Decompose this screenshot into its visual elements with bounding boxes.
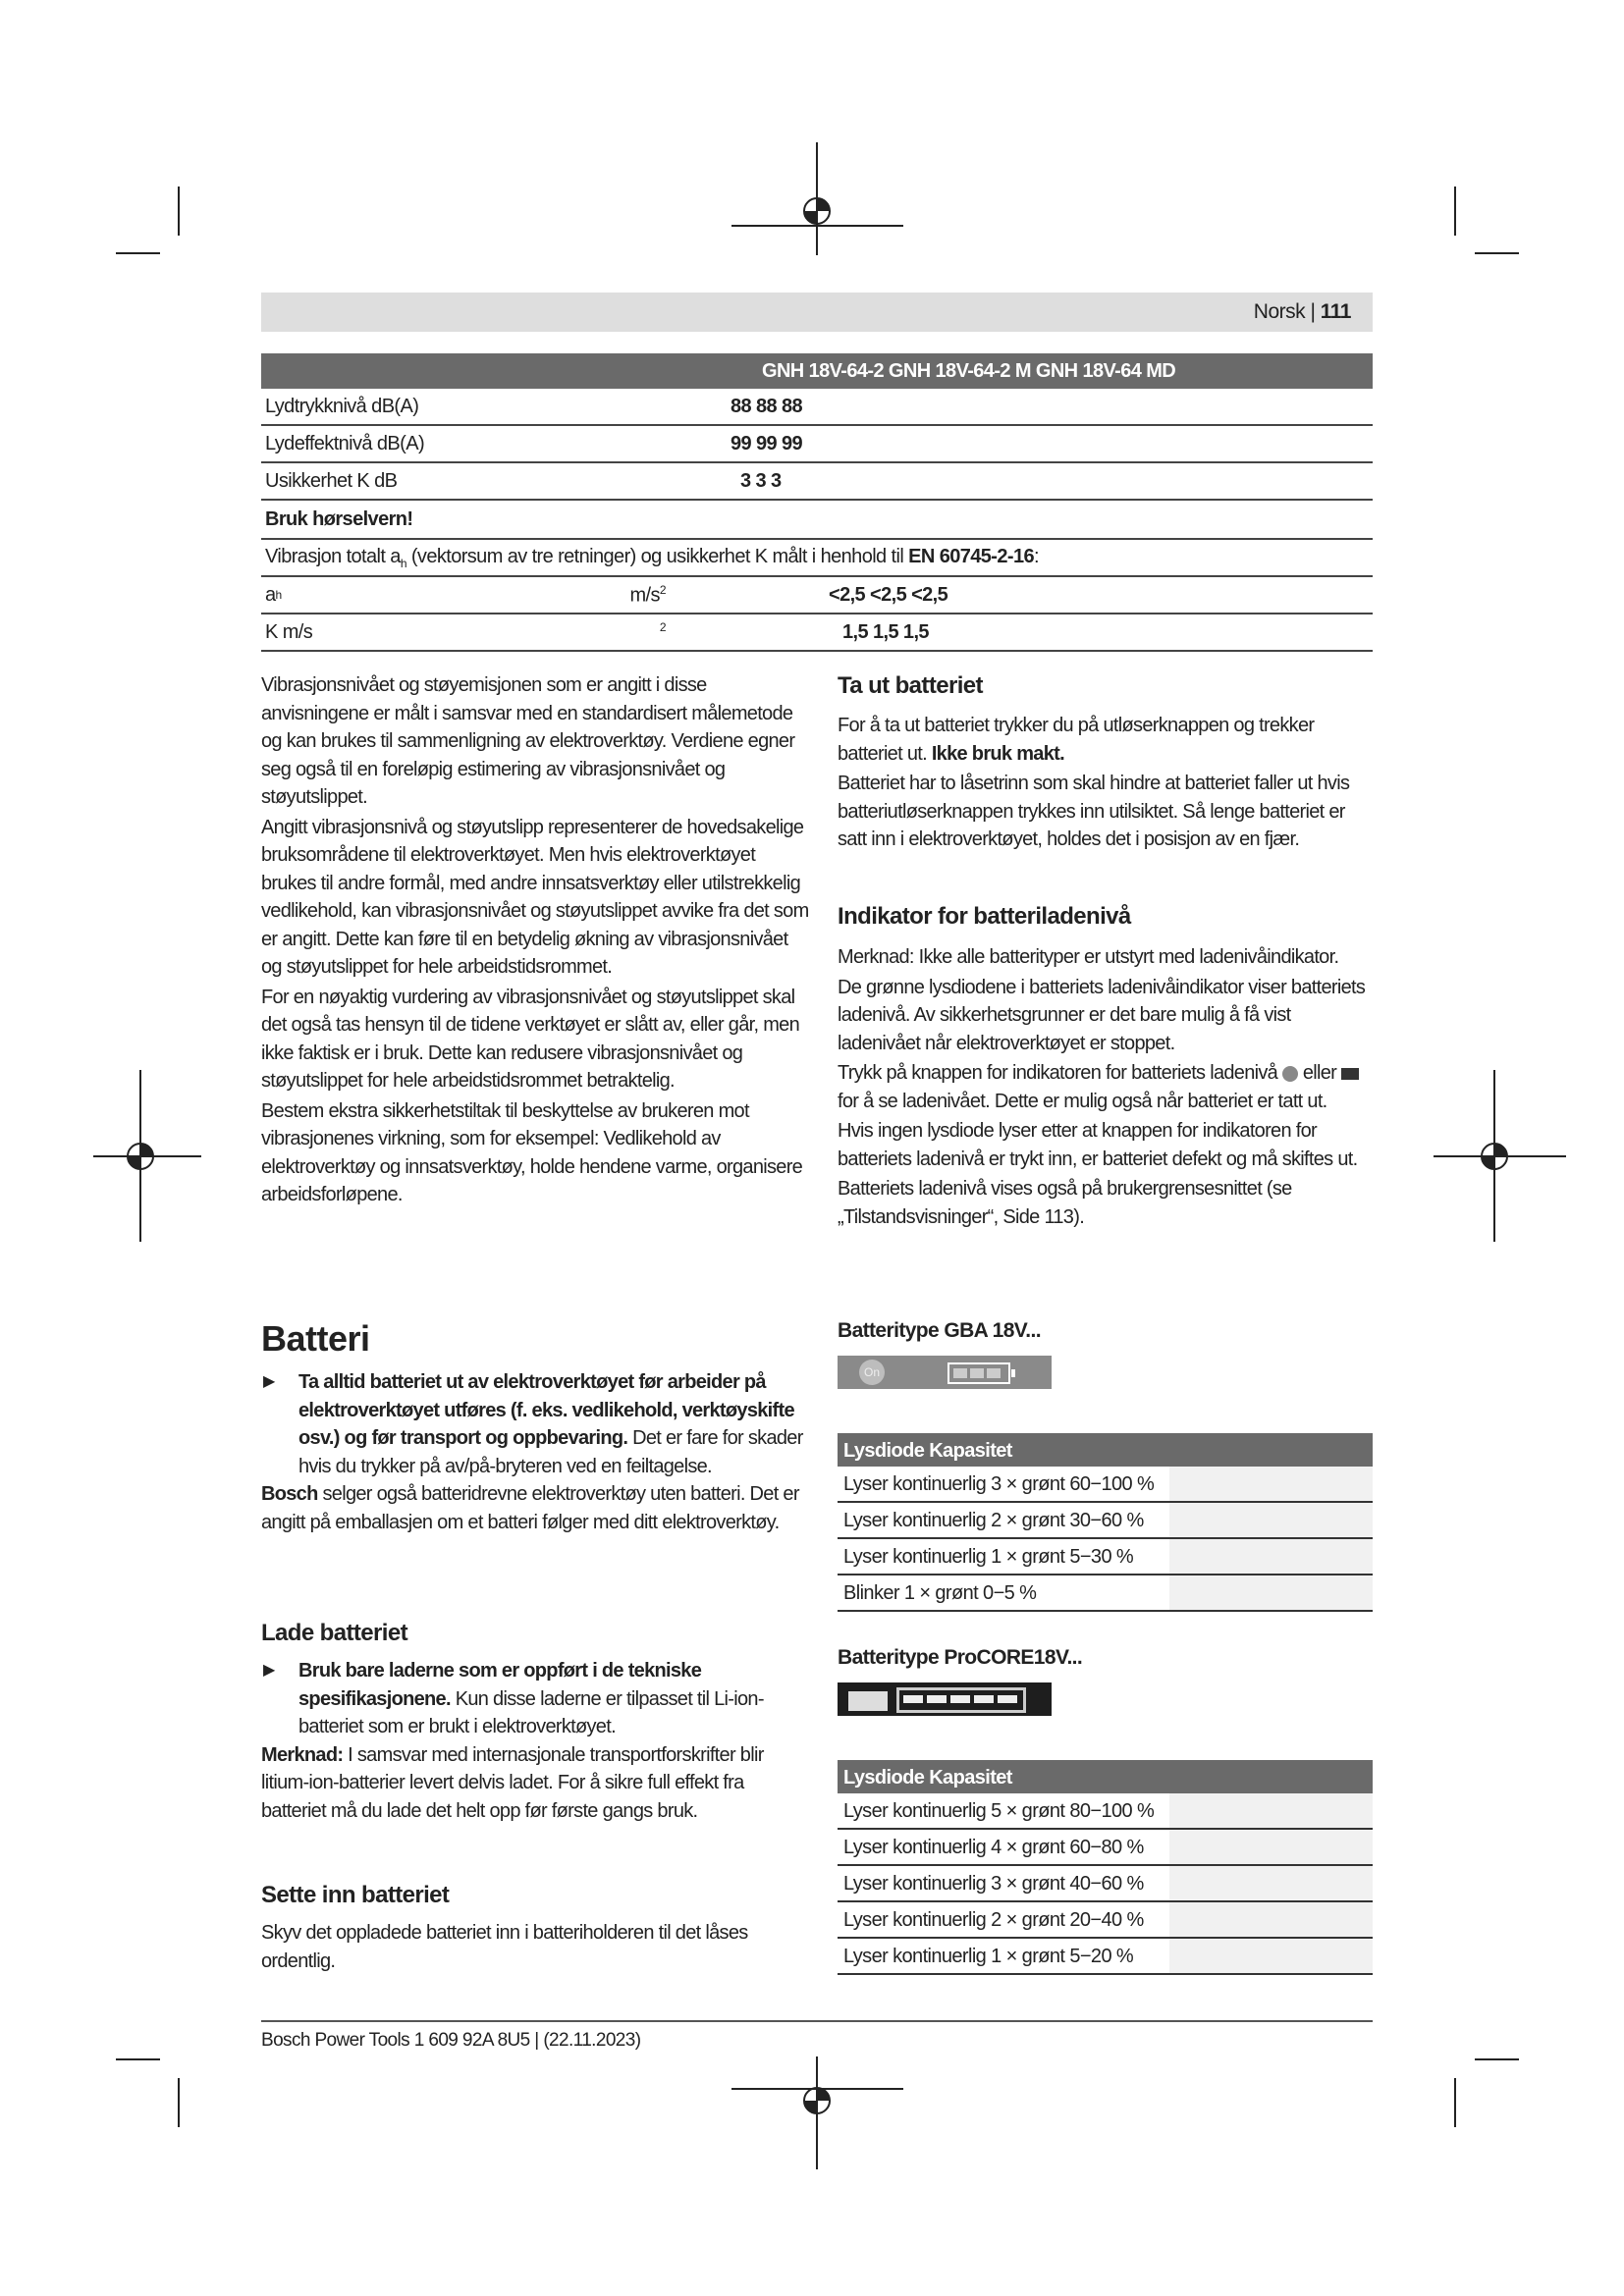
bullet-text: Det er fare for skader hvis du trykker på av/på-bryteren ved en feiltagelse. (298, 1427, 803, 1477)
bullet-arrow-icon: ▶ (263, 1373, 275, 1390)
procore-title: Batteritype ProCORE18V... (838, 1646, 1083, 1669)
row-label: Usikkerhet K dB (261, 463, 568, 499)
table-header: Lysdiode Kapasitet (838, 1433, 1373, 1467)
hearing-warning: Bruk hørselvern! (265, 507, 413, 530)
table-row (261, 577, 1373, 614)
vibration-notes (261, 671, 811, 1211)
page-header-band (261, 293, 1373, 332)
vibration-intro (261, 546, 1039, 570)
vibration-intro-row (261, 540, 1373, 577)
paragraph: De grønne lysdiodene i batteriets ladenivåindikator viser batteriets ladenivå. Av sikkerhetsgrunner er det bare mulig å få vist ladenivået når elektroverktøyet er stoppet. (838, 976, 1366, 1054)
sette-text: Skyv det oppladede batteriet inn i batteriholderen til det låses ordentlig. (261, 1922, 748, 1972)
paragraph (838, 1059, 1373, 1115)
battery-button-icon (1341, 1068, 1359, 1080)
footer-text: Bosch Power Tools 1 609 92A 8U5 | (22.11.2023) (261, 2030, 641, 2051)
table-row: Lyser kontinuerlig 4 × grønt 60−80 % (838, 1830, 1373, 1866)
bullet-text: Kun disse laderne er tilpasset til Li-ion-batteriet som er brukt i elektroverktøyet. (298, 1687, 764, 1737)
paragraph: I samsvar med internasjonale transportforskrifter blir litium-ion-batterier levert delvis ladet. For å sikre full effekt fra batteriet må du lade det helt opp før første gangs bruk. (261, 1743, 764, 1822)
paragraph: Angitt vibrasjonsnivå og støyutslipp representerer de hovedsakelige bruksområdene til elektroverktøyet. Men hvis elektroverktøyet brukes til andre formål, med andre innsatsverktøy eller utilstrekkelig vedlikehold, kan vibrasjonsnivået og støyutslippet avvike fra det som er angitt. Dette kan føre til en betydelig økning av vibrasjonsnivået og støyutslippet for hele arbeidstidsrommet. (261, 816, 809, 978)
row-label: Lydtrykknivå dB(A) (261, 389, 568, 424)
ta-ut-section (838, 712, 1373, 856)
lade-section (261, 1657, 807, 1827)
warning-bold: Ikke bruk makt. (931, 742, 1064, 765)
table-header: Lysdiode Kapasitet (838, 1760, 1373, 1793)
table-row (261, 614, 1373, 652)
table-row: Lyser kontinuerlig 2 × grønt 20−40 % (838, 1902, 1373, 1939)
paragraph: Bestem ekstra sikkerhetstiltak til beskyttelse av brukeren mot vibrasjonenes virkning, som for eksempel: Vedlikehold av elektroverktøy og innsatsverktøy, holde hendene varme, organisere arbeidsforløpene. (261, 1099, 803, 1205)
intro-text: : (1034, 545, 1039, 567)
table-row: Lyser kontinuerlig 5 × grønt 80−100 % (838, 1793, 1373, 1830)
gba-capacity-table (838, 1433, 1373, 1612)
safety-bullet (261, 1368, 807, 1480)
on-button-icon (1282, 1066, 1298, 1082)
paragraph: Merknad: Ikke alle batterityper er utstyrt med ladenivåindikator. (838, 946, 1339, 968)
table-row (261, 389, 1373, 426)
row-values: 3 3 3 (740, 469, 782, 492)
procore-capacity-table (838, 1760, 1373, 1975)
safety-bullet (261, 1657, 807, 1741)
unit: m/s (629, 584, 660, 607)
indikator-section (838, 943, 1373, 1233)
table-row: Lyser kontinuerlig 1 × grønt 5−20 % (838, 1939, 1373, 1975)
section-title-ta-ut: Ta ut batteriet (838, 672, 983, 699)
spec-table (261, 353, 1373, 652)
section-title-lade: Lade batteriet (261, 1620, 407, 1646)
table-row: Lyser kontinuerlig 1 × grønt 5−30 % (838, 1539, 1373, 1575)
unit-sup: 2 (659, 619, 666, 634)
bullet-bold: Ta alltid batteriet ut av elektroverktøyet før arbeider på elektroverktøyet utføres (f. eks. vedlikehold, verktøyskifte osv.) og før transport og oppbevaring. (298, 1371, 794, 1449)
page-header: Norsk | 111 (1253, 300, 1351, 323)
text: eller (1302, 1062, 1337, 1084)
table-row (261, 426, 1373, 463)
section-title-sette: Sette inn batteriet (261, 1882, 450, 1908)
paragraph: Hvis ingen lysdiode lyser etter at knappen for indikatoren for batteriets ladenivå er trykt inn, er batteriet defekt og må skiftes ut. (838, 1120, 1358, 1170)
text: Trykk på knappen for indikatoren for batteriets ladenivå (838, 1062, 1278, 1084)
section-title-batteri: Batteri (261, 1318, 370, 1359)
intro-text: (vektorsum av tre retninger) og usikkerhet K målt i henhold til (406, 545, 909, 567)
unit-sup: 2 (659, 582, 666, 597)
hearing-warning-row (261, 501, 1373, 540)
section-title-indikator: Indikator for batteriladenivå (838, 903, 1131, 930)
note-label: Merknad: (261, 1743, 344, 1766)
paragraph: For å ta ut batteriet trykker du på utløserknappen og trekker batteriet ut. (838, 715, 1315, 765)
gba-title: Batteritype GBA 18V... (838, 1319, 1041, 1342)
battery-level-icon (896, 1687, 1026, 1713)
procore-battery-indicator (838, 1682, 1052, 1716)
paragraph: For en nøyaktig vurdering av vibrasjonsnivået og støyutslippet skal det også tas hensyn til de tidene verktøyet er slått av, eller går, men ikke faktisk er i bruk. Dette kan redusere vibrasjonsnivået og støyutslippet for hele arbeidstidsrommet betraktelig. (261, 986, 800, 1092)
row-label: K m/s (261, 614, 568, 650)
gba-battery-indicator (838, 1356, 1052, 1389)
table-row: Lyser kontinuerlig 3 × grønt 40−60 % (838, 1866, 1373, 1902)
paragraph: Vibrasjonsnivået og støyemisjonen som er angitt i disse anvisningene er målt i samsvar med en standardisert målemetode og kan brukes til sammenligning av elektroverktøy. Verdiene egner seg også til en foreløpig estimering av vibrasjonsnivået og støyutslippet. (261, 674, 795, 808)
standard-ref: EN 60745-2-16 (908, 545, 1035, 567)
bullet-bold: Bruk bare laderne som er oppført i de tekniske spesifikasjonene. (298, 1660, 702, 1710)
paragraph: Batteriet har to låsetrinn som skal hindre at batteriet faller ut hvis batteriutløserknappen trykkes inn utilsiktet. Så lenge batteriet er satt inn i elektroverktøyet, holdes det i posisjon av en fjær. (838, 773, 1350, 850)
text: for å se ladenivået. Dette er mulig også når batteriet er tatt ut. (838, 1090, 1327, 1112)
table-row: Lyser kontinuerlig 3 × grønt 60−100 % (838, 1467, 1373, 1503)
on-button-icon: On (859, 1360, 885, 1385)
paragraph: Batteriets ladenivå vises også på brukergrensesnittet (se „Tilstandsvisninger“, Side 113). (838, 1178, 1292, 1228)
row-label: a (265, 583, 276, 606)
page-number: 111 (1320, 300, 1351, 323)
row-label-sub: h (275, 588, 282, 602)
row-values: 99 99 99 (731, 432, 803, 454)
intro-sub: h (400, 556, 406, 570)
spec-table-header (261, 353, 1373, 389)
batteri-section (261, 1368, 807, 1538)
header-language: Norsk (1253, 300, 1306, 323)
battery-level-icon (947, 1362, 1010, 1384)
row-values: 88 88 88 (731, 395, 803, 417)
table-row: Lyser kontinuerlig 2 × grønt 30−60 % (838, 1503, 1373, 1539)
bullet-arrow-icon: ▶ (263, 1662, 275, 1679)
paragraph: selger også batteridrevne elektroverktøy uten batteri. Det er angitt på emballasjen om et batteri følger med ditt elektroverktøy. (261, 1483, 799, 1533)
brand-name: Bosch (261, 1483, 318, 1505)
intro-text: Vibrasjon totalt a (265, 545, 401, 567)
table-row: Blinker 1 × grønt 0−5 % (838, 1575, 1373, 1612)
row-label: Lydeffektnivå dB(A) (261, 426, 568, 461)
model-columns: GNH 18V-64-2 GNH 18V-64-2 M GNH 18V-64 MD (762, 359, 1176, 382)
page-footer (261, 2020, 1373, 2051)
row-values: 1,5 1,5 1,5 (842, 620, 929, 643)
row-values: <2,5 <2,5 <2,5 (829, 583, 948, 606)
table-row (261, 463, 1373, 501)
battery-button-icon (848, 1691, 888, 1711)
